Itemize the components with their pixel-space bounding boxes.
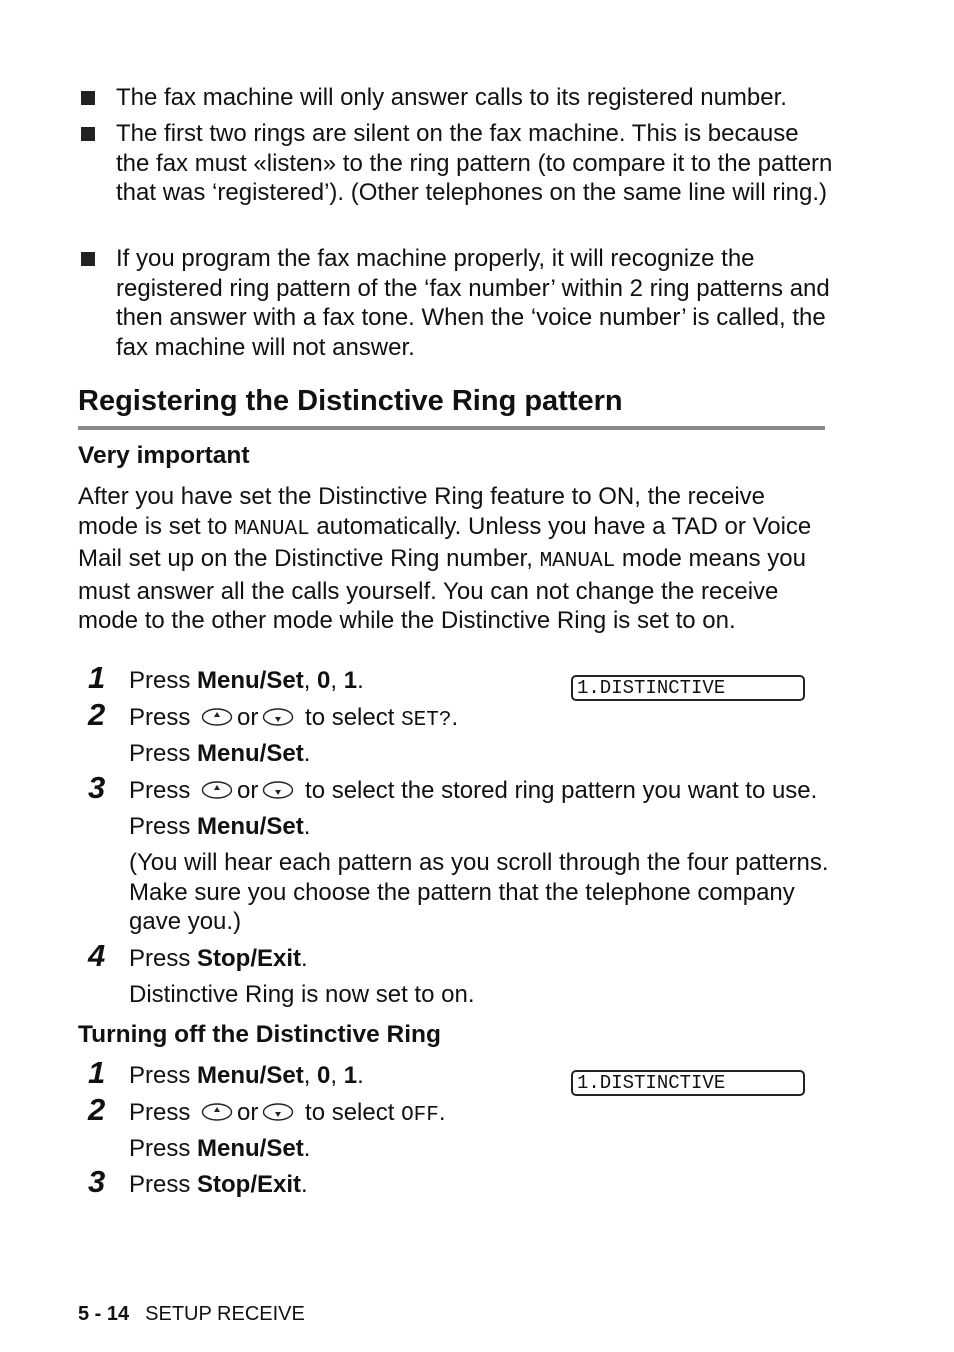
mode-manual: MANUAL <box>539 550 616 573</box>
lcd-display: 1.DISTINCTIVE <box>571 675 805 701</box>
bullet-square-icon <box>81 91 95 105</box>
section-rule <box>78 426 825 430</box>
turnoff-step-3: Press Stop/Exit. <box>129 1171 308 1198</box>
down-arrow-key-icon <box>262 780 294 800</box>
register-step-1: Press Menu/Set, 0, 1. <box>129 667 364 694</box>
option-value: SET? <box>401 709 452 732</box>
bullet-square-icon <box>81 252 95 266</box>
register-step-4-note: Distinctive Ring is now set to on. <box>129 981 475 1008</box>
step-number: 4 <box>88 938 106 973</box>
turnoff-step-2-press: Press Menu/Set. <box>129 1135 311 1162</box>
mode-manual: MANUAL <box>234 517 310 541</box>
page-number: 5 - 14 <box>78 1303 130 1325</box>
step-number: 1 <box>88 1055 106 1090</box>
bullet-item: The fax machine will only answer calls to its registered number. <box>116 84 787 111</box>
important-paragraph: After you have set the Distinctive Ring feature to ON, the receive mode is set to MANUAL automatically. Unless you have a TAD or Voice Mail set up on the Distinctive Ring number, MANUAL mode means you must answer all the calls yourself. You can not change the receive mode to the other mode while the Distinctive Ring is set to on. <box>78 483 812 634</box>
bullet-item: If you program the fax machine properly, it will recognize the registered ring pattern of the ‘fax number’ within 2 ring patterns and then answer with a fax tone. When the ‘voice number’ is called, the fax machine will not answer. <box>116 245 830 361</box>
bullet-item: The first two rings are silent on the fax machine. This is because the fax must «listen» to the ring pattern (to compare it to the pattern that was ‘registered’). (Other telephones on the same line will ring.) <box>116 120 833 206</box>
register-step-4: Press Stop/Exit. <box>129 945 308 972</box>
step-number: 3 <box>88 770 106 805</box>
register-step-3-note: (You will hear each pattern as you scroll through the four patterns. Make sure you choose the pattern that the telephone company gave you.) <box>129 849 829 935</box>
turnoff-step-2: Press or to select OFF. <box>129 1099 446 1127</box>
lcd-display: 1.DISTINCTIVE <box>571 1070 805 1096</box>
down-arrow-key-icon <box>262 1102 294 1122</box>
option-value: OFF <box>401 1104 439 1127</box>
register-step-2: Press or to select SET?. <box>129 704 459 732</box>
register-step-3: Press or to select the stored ring pattern you want to use. <box>129 777 818 804</box>
up-arrow-key-icon <box>201 1102 233 1122</box>
turnoff-heading: Turning off the Distinctive Ring <box>78 1021 441 1048</box>
turnoff-step-1: Press Menu/Set, 0, 1. <box>129 1062 364 1089</box>
bullet-square-icon <box>81 127 95 141</box>
step-number: 2 <box>88 697 106 732</box>
page-footer <box>78 1302 305 1326</box>
step-number: 3 <box>88 1164 106 1199</box>
important-heading: Very important <box>78 442 250 469</box>
up-arrow-key-icon <box>201 707 233 727</box>
register-step-3-press: Press Menu/Set. <box>129 813 311 840</box>
step-number: 1 <box>88 660 106 695</box>
down-arrow-key-icon <box>262 707 294 727</box>
step-number: 2 <box>88 1092 106 1127</box>
section-title: Registering the Distinctive Ring pattern <box>78 385 623 417</box>
up-arrow-key-icon <box>201 780 233 800</box>
footer-section: SETUP RECEIVE <box>145 1303 305 1325</box>
register-step-2-press: Press Menu/Set. <box>129 740 311 767</box>
